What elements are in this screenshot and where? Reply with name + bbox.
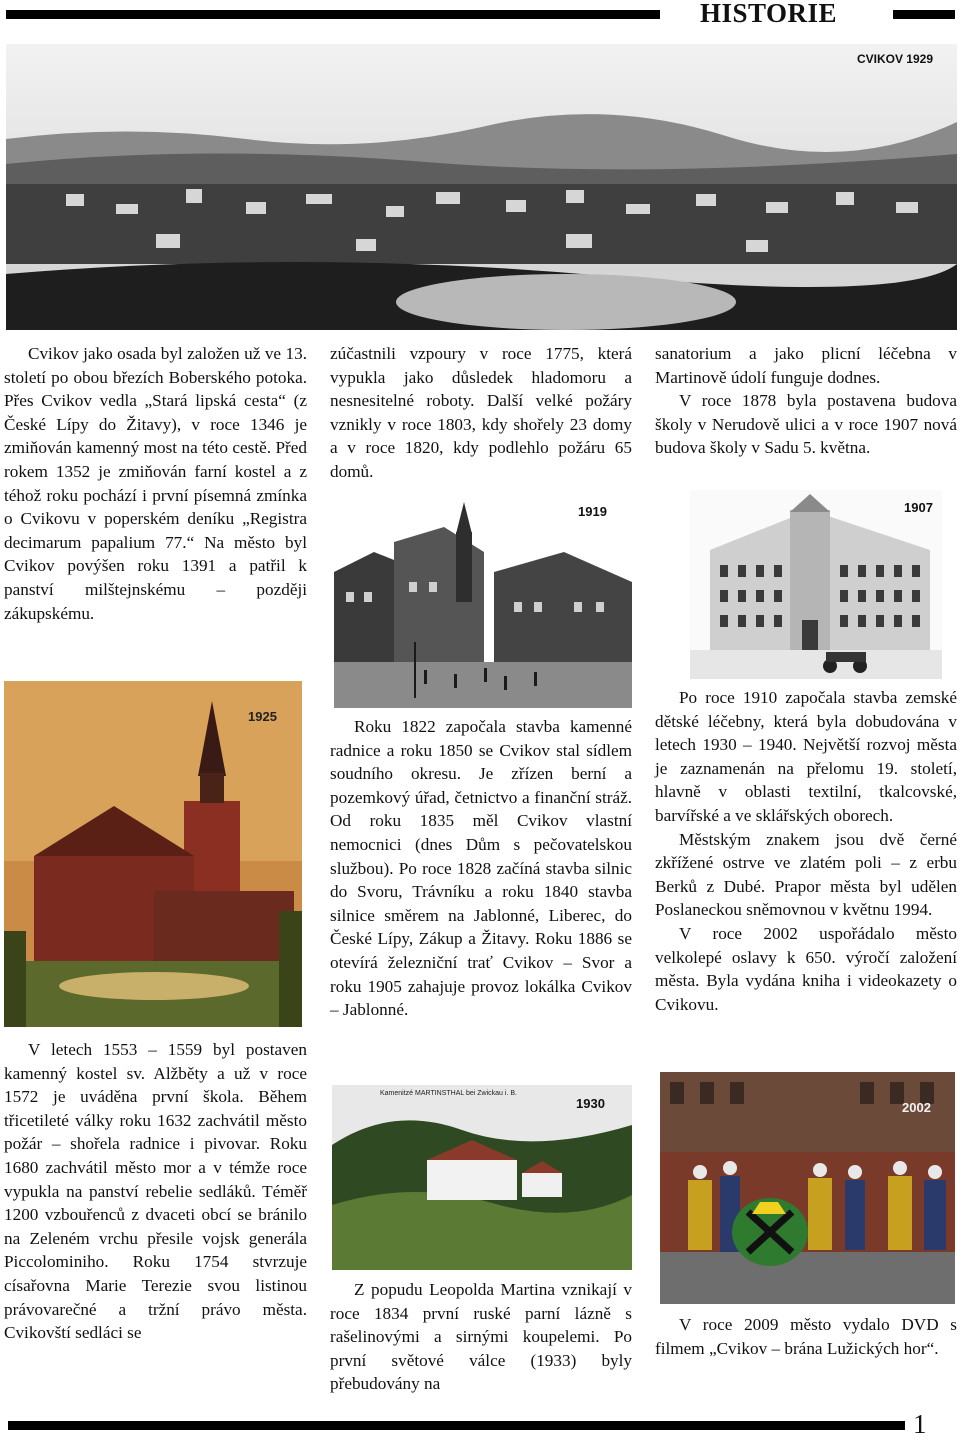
column-3-bottom [655, 1313, 957, 1360]
paragraph: zúčastnili vzpoury v roce 1775, která vypukla jako důsledek hladomoru a nesnesitelné roboty. Další velké požáry vznikly v roce 1803, kdy shořely 23 domy a v roce 1820, kdy podlehlo požáru 65 domů. [330, 344, 632, 481]
header-rule-left [6, 10, 660, 19]
panorama-photo [6, 44, 957, 330]
paragraph: Z popudu Leopolda Martina vznikají v roce 1834 první ruské parní lázně s rašelinovými a sirnými koupelemi. Po první světové válce (1933) byly přebudovány na [330, 1280, 632, 1394]
photo-label: 1919 [578, 504, 607, 519]
paragraph: Cvikov jako osada byl založen už ve 13. století po obou březích Boberského potoka. Přes Cvikov vedla „Stará lipská cesta“ (z České Lípy do Žitavy), v roce 1346 je zmiňován kamenný most na této cestě. Před rokem 1352 je zmiňován farní kostel a z téhož roku pochází i první písemná zmínka o Cvikovu v poperském deníku „Registra decimarum papalium 77.“ Na město byl Cvikov povýšen roku 1391 a patřil k panství milštejnskému – později zákupskému. [4, 344, 307, 623]
footer-rule [8, 1421, 905, 1430]
spa-caption: Kamenitzé MARTINSTHAL bei Zwickau i. B. [380, 1090, 517, 1097]
photo-label: CVIKOV 1929 [856, 52, 933, 66]
paragraph: V roce 1878 byla postavena budova školy v Nerudově ulici a v roce 1907 nová budova školy v Sadu 5. května. [655, 391, 957, 458]
school-photo [690, 490, 942, 679]
page-number: 1 [913, 1409, 927, 1439]
header-rule-right [893, 10, 955, 19]
photo-label: 1907 [904, 500, 933, 515]
photo-label: 1925 [248, 709, 277, 724]
photo-label: 1930 [576, 1096, 605, 1111]
column-1-top [4, 342, 307, 625]
section-title: HISTORIE [700, 0, 838, 28]
column-2-bottom [330, 1278, 632, 1396]
paragraph: Městským znakem jsou dvě černé zkřížené ostrve ve zlatém poli – z erbu Berků z Dubé. Prapor města byl udělen Poslaneckou sněmovnou v květnu 1994. [655, 829, 957, 920]
festival-photo [660, 1072, 955, 1304]
column-3-top [655, 342, 957, 460]
paragraph: sanatorium a jako plicní léčebna v Martinově údolí funguje dodnes. [655, 344, 957, 387]
spa-photo [332, 1085, 632, 1270]
church-photo [4, 681, 302, 1027]
paragraph: Roku 1822 započala stavba kamenné radnice a roku 1850 se Cvikov stal sídlem soudního okresu. Je zřízen berní a pozemkový úřad, četnictvo a finanční stráž. Od roku 1835 měl Cvikov vlastní nemocnici (dnes Dům s pečovatelskou službou). Po roce 1828 začíná stavba silnic do Svoru, Trávníku a roku 1840 stavba silnice směrem na Jablonné, Liberec, do České Lípy, Zákup a Žitavy. Roku 1886 se otevírá železniční trať Cvikov – Svor a roku 1905 zahajuje provoz lokálka Cvikov – Jablonné. [330, 717, 632, 1020]
paragraph: Po roce 1910 započala stavba zemské dětské léčebny, která byla dobudována v letech 1930 – 1940. Největší rozvoj města je zaznamenán na přelomu 19. století, hlavně v oblasti textilní, tkalcovské, barvířské a ve sklářských oborech. [655, 688, 957, 825]
town-square-photo [334, 492, 632, 708]
column-2-middle [330, 715, 632, 1022]
column-3-middle [655, 686, 957, 1016]
paragraph: V roce 2002 uspořádalo město velkolepé oslavy k 650. výročí založení města. Byla vydána kniha i videokazety o Cvikovu. [655, 923, 957, 1014]
paragraph: V letech 1553 – 1559 byl postaven kamenný kostel sv. Alžběty a už v roce 1572 je uváděna první škola. Během třicetileté války roku 1632 zachvátil město požár – shořela radnice i pivovar. Roku 1680 zachvátil město mor a v témže roce vypukla na panství rebelie sedláků. Téměř 1200 vzbouřenců z dvaceti obcí se bránilo na Zeleném vrchu přesile vojsk generála Piccolominiho. Roku 1754 stvrzuje císařovna Marie Terezie svou listinou právovarečné a tržní právo města. Cvikovští sedláci se [4, 1040, 307, 1343]
column-1-bottom [4, 1038, 307, 1345]
paragraph: V roce 2009 město vydalo DVD s filmem „Cvikov – brána Lužických hor“. [655, 1315, 957, 1358]
column-2-top [330, 342, 632, 484]
photo-label: 2002 [902, 1100, 931, 1115]
